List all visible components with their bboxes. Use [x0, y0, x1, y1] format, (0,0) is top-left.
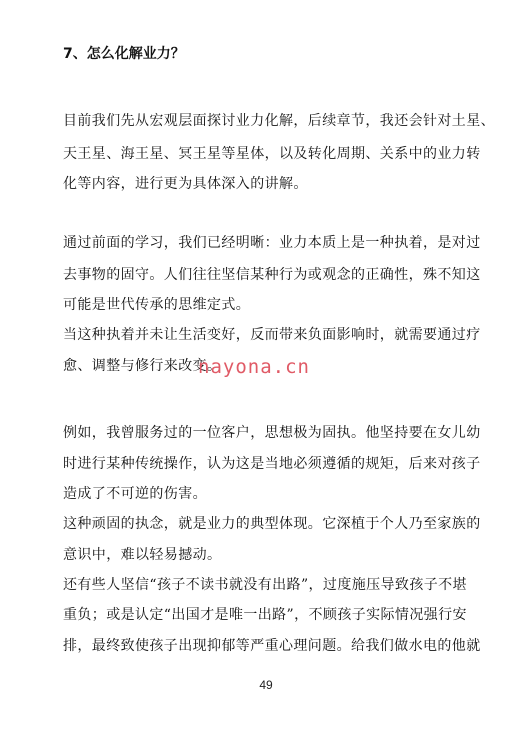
text-line: 时进行某种传统操作，认为这是当地必须遵循的规矩，后来对孩子 [63, 456, 481, 472]
text-line: 目前我们先从宏观层面探讨业力化解，后续章节，我还会针对土星、 [63, 113, 495, 129]
watermark: nayona.cn [198, 356, 310, 378]
page-heading: 7、怎么化解业力？ [63, 46, 185, 62]
text-line: 天王星、海王星、冥王星等星体，以及转化周期、关系中的业力转 [63, 146, 481, 162]
text-line: 重负；或是认定“出国才是唯一出路”，不顾孩子实际情况强行安 [63, 607, 467, 623]
text-line: 化等内容，进行更为具体深入的讲解。 [63, 176, 308, 192]
text-line: 还有些人坚信“孩子不读书就没有出路”，过度施压导致孩子不堪 [63, 577, 467, 593]
text-line: 通过前面的学习，我们已经明晰：业力本质上是一种执着，是对过 [63, 235, 481, 251]
text-line: 愈、调整与修行来改变。 [63, 358, 222, 374]
text-line: 可能是世代传承的思维定式。 [63, 297, 251, 313]
text-line: 去事物的固守。人们往往坚信某种行为或观念的正确性，殊不知这 [63, 267, 481, 283]
text-line: 当这种执着并未让生活变好，反而带来负面影响时，就需要通过疗 [63, 327, 481, 343]
text-line: 意识中，难以轻易撼动。 [63, 547, 222, 563]
text-line: 排，最终致使孩子出现抑郁等严重心理问题。给我们做水电的他就 [63, 638, 481, 654]
text-line: 例如，我曾服务过的一位客户，思想极为固执。他坚持要在女儿幼 [63, 425, 481, 441]
text-line: 这种顽固的执念，就是业力的典型体现。它深植于个人乃至家族的 [63, 516, 481, 532]
text-line: 造成了不可逆的伤害。 [63, 486, 207, 502]
page-number: 49 [259, 678, 273, 692]
